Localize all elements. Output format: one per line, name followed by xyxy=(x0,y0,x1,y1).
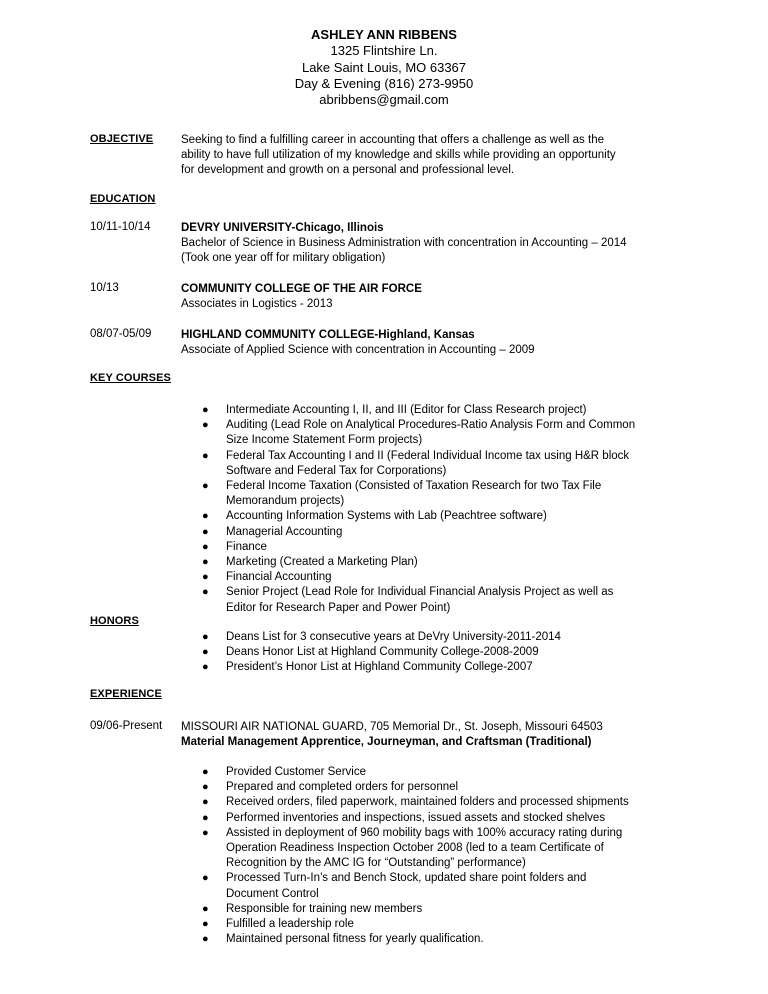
list-item: ● Managerial Accounting xyxy=(181,525,661,540)
bullet-icon: ● xyxy=(202,781,209,794)
degree-line: Associate of Applied Science with concentration in Accounting – 2009 xyxy=(181,344,535,357)
list-item: ● Auditing (Lead Role on Analytical Procedures-Ratio Analysis Form and Common Size Income Statement Form projects) xyxy=(202,419,636,447)
school-name: HIGHLAND COMMUNITY COLLEGE-Highland, Kansas xyxy=(181,329,475,341)
list-item: ● Marketing (Created a Marketing Plan) xyxy=(181,555,661,570)
list-item: ● Federal Tax Accounting I and II (Federal Individual Income tax using H&R block Software and Federal Tax for Corporations) xyxy=(202,449,630,477)
list-item: ● Senior Project (Lead Role for Individual Financial Analysis Project as well as Editor for Research Paper and Power Point) xyxy=(202,586,614,614)
bullet-icon: ● xyxy=(202,480,209,493)
list-item: ● Provided Customer Service xyxy=(181,765,661,780)
key-courses-list xyxy=(181,403,661,616)
bullet-icon: ● xyxy=(202,556,209,569)
school-name: DEVRY UNIVERSITY-Chicago, Illinois xyxy=(181,222,384,234)
address-line-2: Lake Saint Louis, MO 63367 xyxy=(301,59,467,75)
objective-text xyxy=(181,133,681,179)
bullet-icon: ● xyxy=(202,661,209,674)
list-item: ● Finance xyxy=(181,540,661,555)
bullet-icon: ● xyxy=(202,586,209,599)
bullet-icon: ● xyxy=(202,631,209,643)
education-dates-ccaf: 10/13 xyxy=(90,282,119,294)
resume-header xyxy=(0,27,768,108)
list-item: ● Assisted in deployment of 960 mobility bags with 100% accuracy rating during Operation Readiness Inspection October 2008 (led to a team Certificate of Recognition by the AMC IG for “Outstanding” performance) xyxy=(202,826,623,870)
list-item: ● Fulfilled a leadership role xyxy=(181,917,661,932)
list-item: ● Received orders, filed paperwork, maintained folders and processed shipments xyxy=(181,795,661,810)
bullet-icon: ● xyxy=(202,918,209,931)
education-entry-ccaf xyxy=(181,282,681,312)
experience-dates: 09/06-Present xyxy=(90,720,163,732)
objective-heading: OBJECTIVE xyxy=(90,133,154,145)
education-entry-highland xyxy=(181,328,681,358)
education-dates-devry: 10/11-10/14 xyxy=(90,221,151,233)
list-item: ● Federal Income Taxation (Consisted of Taxation Research for two Tax File Memorandum projects) xyxy=(202,480,602,508)
bullet-icon: ● xyxy=(202,902,209,915)
honors-list xyxy=(181,630,661,676)
experience-duties-list xyxy=(181,765,661,947)
list-item: ● Accounting Information Systems with Lab (Peachtree software) xyxy=(181,509,661,524)
objective-line: Seeking to find a fulfilling career in accounting that offers a challenge as well as the xyxy=(181,134,604,146)
bullet-icon: ● xyxy=(202,872,209,885)
school-name: COMMUNITY COLLEGE OF THE AIR FORCE xyxy=(181,283,422,295)
bullet-icon: ● xyxy=(202,933,209,946)
list-item: ● Maintained personal fitness for yearly qualification. xyxy=(181,932,661,947)
candidate-name: ASHLEY ANN RIBBENS xyxy=(311,27,457,42)
employer: MISSOURI AIR NATIONAL GUARD, 705 Memorial Dr., St. Joseph, Missouri 64503 xyxy=(181,721,603,733)
degree-line: Bachelor of Science in Business Administration with concentration in Accounting – 2014 xyxy=(181,237,627,250)
list-item: ● Financial Accounting xyxy=(181,570,661,585)
education-entry-devry xyxy=(181,221,681,267)
bullet-icon: ● xyxy=(202,404,209,416)
bullet-icon: ● xyxy=(202,811,209,824)
bullet-icon: ● xyxy=(202,796,209,809)
bullet-icon: ● xyxy=(202,419,209,432)
list-item: ● Deans Honor List at Highland Community College-2008-2009 xyxy=(181,645,661,660)
list-item: ● Performed inventories and inspections, issued assets and stocked shelves xyxy=(181,811,661,826)
degree-line: Associates in Logistics - 2013 xyxy=(181,298,333,311)
bullet-icon: ● xyxy=(202,525,209,538)
honors-heading: HONORS xyxy=(90,615,139,627)
bullet-icon: ● xyxy=(202,766,209,778)
list-item: ● Prepared and completed orders for personnel xyxy=(181,780,661,795)
objective-line: ability to have full utilization of my knowledge and skills while providing an opportunity xyxy=(181,149,616,162)
bullet-icon: ● xyxy=(202,510,209,523)
email: abribbens@gmail.com xyxy=(319,92,449,108)
bullet-icon: ● xyxy=(202,571,209,584)
address-line-1: 1325 Flintshire Ln. xyxy=(330,43,438,59)
education-heading: EDUCATION xyxy=(90,193,156,205)
list-item: ● Deans List for 3 consecutive years at DeVry University-2011-2014 xyxy=(181,630,661,645)
bullet-icon: ● xyxy=(202,646,209,659)
list-item: ● Processed Turn-In’s and Bench Stock, updated share point folders and Document Control xyxy=(202,872,587,900)
bullet-icon: ● xyxy=(202,540,209,553)
degree-line: (Took one year off for military obligation) xyxy=(181,252,386,265)
bullet-icon: ● xyxy=(202,826,209,839)
education-dates-highland: 08/07-05/09 xyxy=(90,328,152,340)
key-courses-heading: KEY COURSES xyxy=(90,372,171,384)
list-item: ● President’s Honor List at Highland Community College-2007 xyxy=(181,660,661,675)
bullet-icon: ● xyxy=(202,449,209,462)
experience-heading: EXPERIENCE xyxy=(90,688,162,700)
objective-line: for development and growth on a personal and professional level. xyxy=(181,164,515,177)
phone: Day & Evening (816) 273-9950 xyxy=(294,75,474,91)
list-item: ● Responsible for training new members xyxy=(181,902,661,917)
list-item: ● Intermediate Accounting I, II, and III (Editor for Class Research project) xyxy=(181,403,661,418)
experience-entry xyxy=(181,720,681,750)
job-title: Material Management Apprentice, Journeyman, and Craftsman (Traditional) xyxy=(181,736,592,749)
